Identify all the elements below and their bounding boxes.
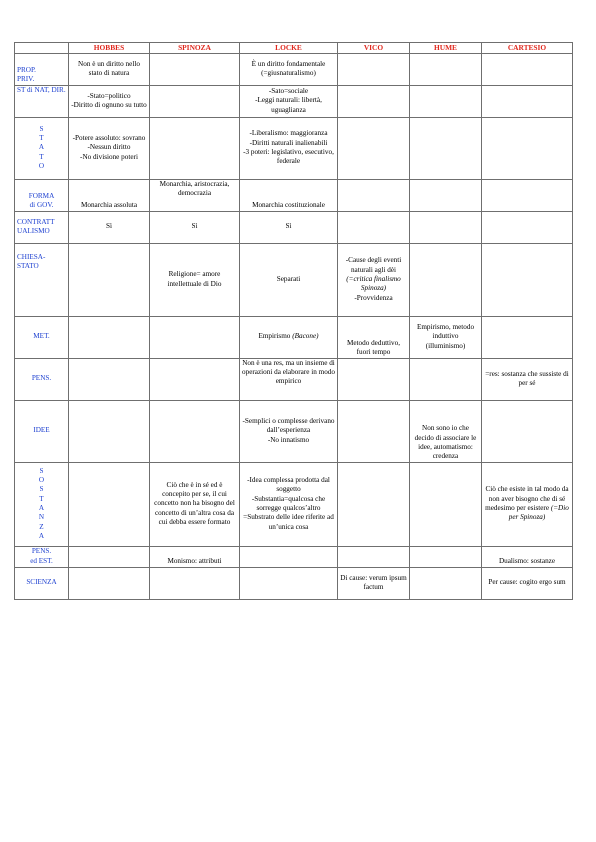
row-label-text: PROP. PRIV. [17,65,36,84]
row-st-nat-dir [15,85,573,117]
row-label-text: CONTRATTUALISMO [17,217,55,236]
row-met [15,316,573,358]
cell-hume [410,117,482,179]
cell-locke: -Sato=sociale -Leggi naturali: libertà, uguaglianza [240,85,338,117]
cell-spinoza [150,358,240,400]
row-label-st-nat-dir: ST di NAT, DIR. [15,85,69,117]
cell-hobbes: -Stato=politico -Diritto di ognuno su tutto [69,85,150,117]
row-chiesa-stato [15,243,573,316]
cell-spinoza [150,117,240,179]
cell-cartesio [482,400,573,462]
cell-hume [410,567,482,599]
cell-spinoza: Monarchia, aristocrazia, democrazia [150,179,240,211]
cell-cartesio [482,462,573,546]
cell-locke: -Liberalismo: maggioranza -Diritti naturali inalienabili -3 poteri: legislativo, esecutivo, federale [240,117,338,179]
cell-vico [338,179,410,211]
cell-cartesio: Dualismo: sostanze [482,546,573,567]
row-label-letter: N [38,513,45,522]
cell-cartesio [482,316,573,358]
cell-vico [338,400,410,462]
cell-locke: -Semplici o complesse derivano dall’esperienza -No innatismo [240,400,338,462]
cell-vico [338,211,410,243]
cell-hume: Empirismo, metodo induttivo (illuminismo) [410,316,482,358]
cell-cartesio [482,211,573,243]
cell-locke: -Idea complessa prodotta dal soggetto -Substantia=qualcosa che sorregge qualcos’altro =Substrato delle idee riferite ad un’unica cosa [240,462,338,546]
row-label-letter: T [39,494,44,503]
cell-hobbes [69,462,150,546]
cell-spinoza: Ciò che è in sé ed è concepito per se, il cui concetto non ha bisogno del concetto di un’altra cosa da cui debba essere formato [150,462,240,546]
cell-locke: Separati [240,243,338,316]
cell-locke [240,316,338,358]
col-header-spinoza: SPINOZA [150,43,240,54]
col-header-vico: VICO [338,43,410,54]
cell-cartesio [482,179,573,211]
col-header-hobbes: HOBBES [69,43,150,54]
row-label-forma-gov: FORMA di GOV. [15,179,69,211]
cell-spinoza [150,85,240,117]
cell-hobbes: -Potere assoluto: sovrano -Nessun diritto -No divisione poteri [69,117,150,179]
cell-spinoza [150,316,240,358]
cell-hume [410,462,482,546]
row-label-letter: T [39,152,44,161]
row-label-met: MET. [15,316,69,358]
cell-vico-text: -Cause degli eventi naturali agli dèi [345,256,402,274]
cell-hobbes [69,243,150,316]
cell-spinoza [150,567,240,599]
cell-locke [240,567,338,599]
cell-vico [338,117,410,179]
cell-vico [338,358,410,400]
col-header-hume: HUME [410,43,482,54]
cell-vico [338,53,410,85]
row-label-prop-priv [15,53,69,85]
cell-vico [338,243,410,316]
row-forma-gov [15,179,573,211]
row-label-letter: S [39,124,44,133]
cell-spinoza: Religione= amore intellettuale di Dio [150,243,240,316]
cell-hobbes: Sì [69,211,150,243]
cell-cartesio [482,85,573,117]
cell-hobbes [69,316,150,358]
row-pens-est [15,546,573,567]
header-row [15,43,573,54]
cell-spinoza: Sì [150,211,240,243]
cell-locke: Monarchia costituzionale [240,179,338,211]
cell-hume [410,546,482,567]
cell-cartesio-text: Ciò che esiste in tal modo da non aver bisogno che di sé medesimo per esistere [485,485,569,513]
row-stato [15,117,573,179]
row-label-letter: A [38,143,45,152]
cell-cartesio [482,243,573,316]
cell-vico [338,546,410,567]
cell-vico-after: -Provvidenza [354,293,393,302]
row-label-letter: O [38,162,45,171]
corner-cell [15,43,69,54]
cell-hume [410,85,482,117]
cell-cartesio [482,117,573,179]
cell-vico: Di cause: verum ipsum factum [338,567,410,599]
row-idee [15,400,573,462]
row-pens [15,358,573,400]
cell-hume [410,243,482,316]
cell-vico-italic: (=critica finalismo Spinoza) [346,274,401,293]
cell-locke: Non è una res, ma un insieme di operazioni da elaborare in modo empirico [240,358,338,400]
row-label-letter: S [39,485,44,494]
row-label-letter: T [39,134,44,143]
row-label-scienza: SCIENZA [15,567,69,599]
col-header-locke: LOCKE [240,43,338,54]
cell-hume [410,211,482,243]
row-label-letter: O [38,476,45,485]
cell-hume [410,358,482,400]
cell-cartesio [482,53,573,85]
cell-hobbes: Non è un diritto nello stato di natura [69,53,150,85]
row-contrattualismo [15,211,573,243]
row-label-stato [15,117,69,179]
cell-hume [410,53,482,85]
philosophers-comparison-table [14,42,573,600]
cell-locke: È un diritto fondamentale (=giusnaturalismo) [240,53,338,85]
row-sostanza [15,462,573,546]
row-scienza [15,567,573,599]
cell-vico [338,462,410,546]
row-label-chiesa-stato: CHIESA- STATO [15,243,69,316]
col-header-cartesio: CARTESIO [482,43,573,54]
row-label-letter: A [38,532,45,541]
row-label-idee: IDEE [15,400,69,462]
cell-vico: Metodo deduttivo, fuori tempo [338,316,410,358]
row-label-letter: A [38,504,45,513]
cell-locke [240,546,338,567]
row-label-contrattualismo [15,211,69,243]
cell-spinoza [150,53,240,85]
row-label-letter: S [39,466,44,475]
cell-hobbes [69,358,150,400]
cell-locke: Sì [240,211,338,243]
cell-hobbes [69,567,150,599]
row-label-pens-est: PENS. ed EST. [15,546,69,567]
row-prop-priv [15,53,573,85]
cell-cartesio: Per cause: cogito ergo sum [482,567,573,599]
cell-hume [410,179,482,211]
cell-hobbes [69,400,150,462]
row-label-sostanza [15,462,69,546]
cell-cartesio: =res: sostanza che sussiste di per sé [482,358,573,400]
row-label-letter: Z [39,522,44,531]
cell-locke-text: Empirismo [258,332,291,341]
cell-cartesio-italic: (=Dio per Spinoza) [508,504,569,522]
cell-vico [338,85,410,117]
cell-hobbes: Monarchia assoluta [69,179,150,211]
cell-spinoza [150,400,240,462]
cell-hume: Non sono io che decido di associare le idee, automatismo: credenza [410,400,482,462]
cell-hobbes [69,546,150,567]
row-label-pens: PENS. [15,358,69,400]
cell-spinoza: Monismo: attributi [150,546,240,567]
cell-locke-italic: (Bacone) [292,332,319,341]
